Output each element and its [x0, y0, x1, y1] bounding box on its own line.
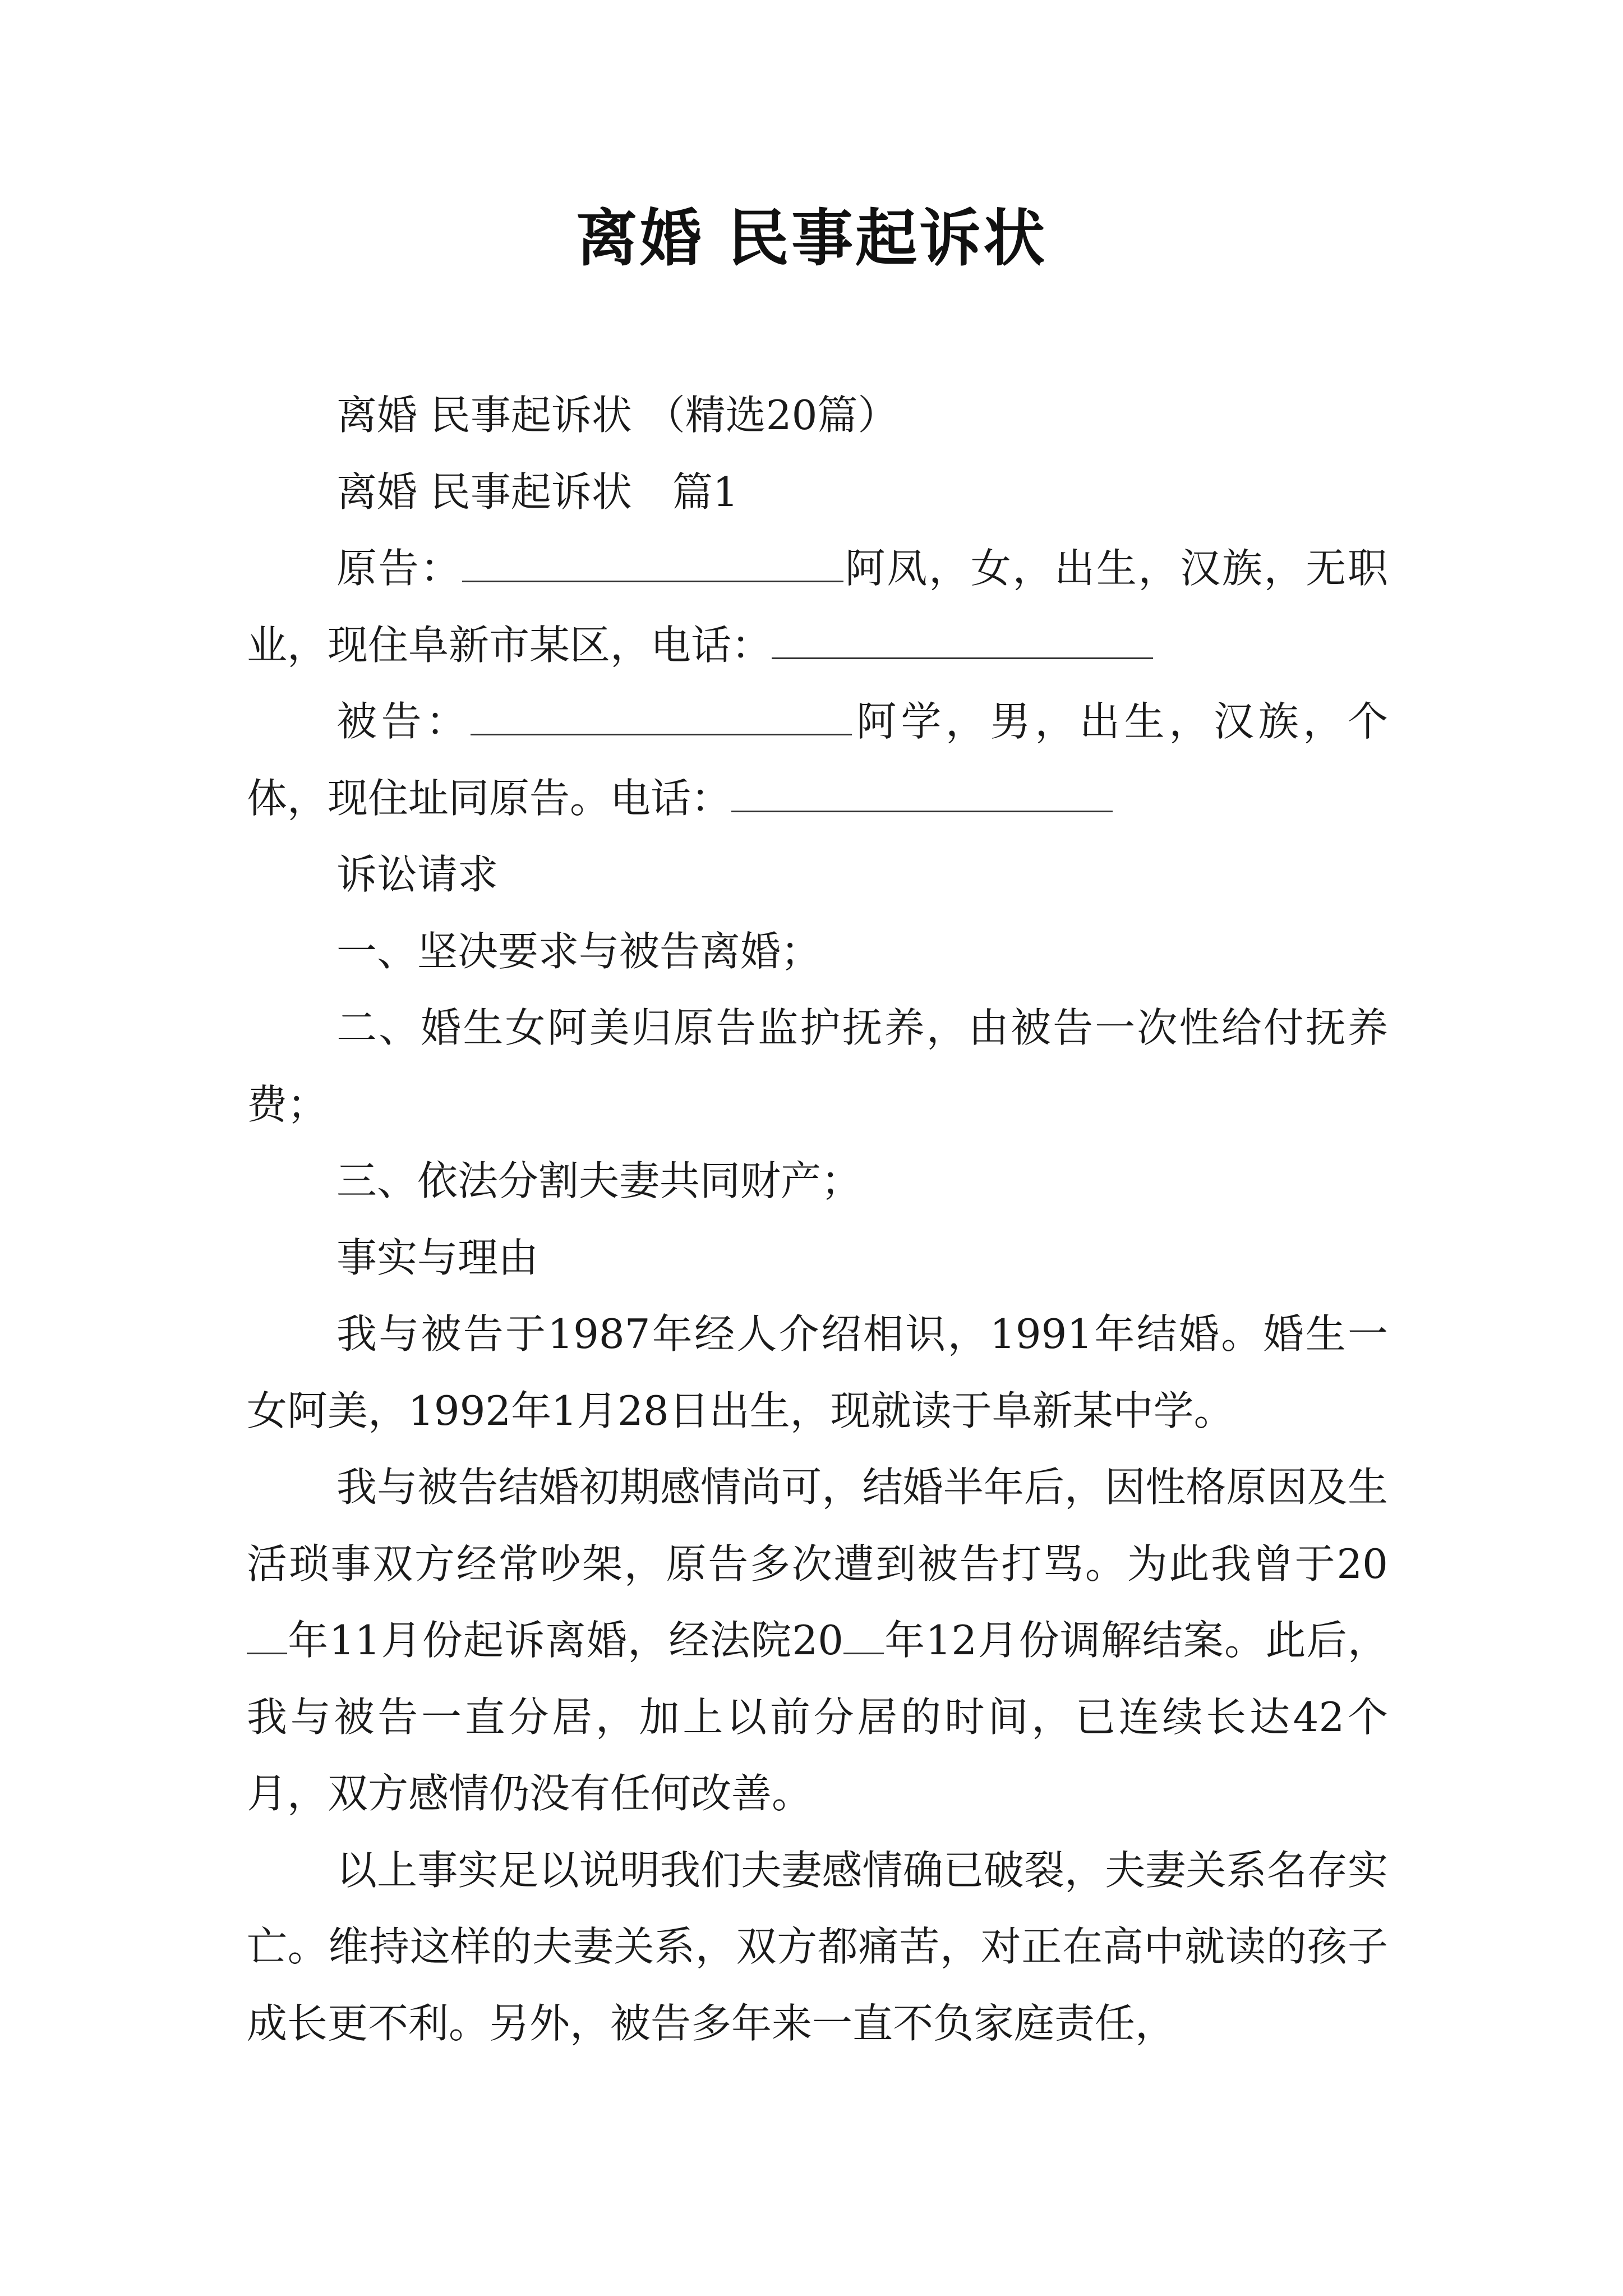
blank-line: [247, 1619, 287, 1654]
facts-2-part-a: 我与被告结婚初期感情尚可，结婚半年后，因性格原因及生活琐事双方经常吵架，原告多次遭到被告打骂。为此我曾于20: [247, 1464, 1388, 1588]
blank-line: [471, 700, 852, 735]
paragraph-claim-3: 三、依法分割夫妻共同财产；: [336, 1157, 862, 1204]
blank-line: [843, 1619, 884, 1654]
paragraph-plaintiff: [247, 530, 1388, 683]
paragraph-claim-2: 二、婚生女阿美归原告监护抚养，由被告一次性给付抚养费；: [247, 1004, 1388, 1128]
paragraph-section-heading: 离婚 民事起诉状 篇1: [336, 468, 739, 516]
plaintiff-details: 阿凤，女，出生，汉族，无职业，现住阜新市某区，电话：: [247, 545, 1388, 669]
paragraph-claim-1: 一、坚决要求与被告离婚；: [336, 927, 822, 975]
blank-line: [772, 624, 1153, 659]
plaintiff-label: 原告：: [336, 545, 463, 592]
paragraph-facts-heading: 事实与理由: [336, 1234, 539, 1281]
blank-line: [462, 547, 843, 582]
paragraph-facts-3: 以上事实足以说明我们夫妻感情确已破裂，夫妻关系名存实亡。维持这样的夫妻关系，双方都痛苦，对正在高中就读的孩子成长更不利。另外，被告多年来一直不负家庭责任，: [247, 1846, 1388, 2047]
paragraph-claims-heading: 诉讼请求: [336, 851, 499, 898]
paragraph-subtitle: 离婚 民事起诉状 （精选20篇）: [336, 392, 898, 439]
blank-line: [731, 777, 1113, 812]
paragraph-facts-1: 我与被告于1987年经人介绍相识，1991年结婚。婚生一女阿美，1992年1月28日出生，现就读于阜新某中学。: [247, 1310, 1388, 1434]
document-body: [247, 377, 1388, 2062]
facts-2-part-c: 年12月份调解结案。此后，我与被告一直分居，加上以前分居的时间，已连续长达42个月，双方感情仍没有任何改善。: [247, 1617, 1388, 1817]
paragraph-facts-2: [247, 1449, 1388, 1832]
defendant-details: 阿学，男，出生，汉族，个体，现住址同原告。电话：: [247, 698, 1388, 822]
paragraph-defendant: [247, 683, 1388, 836]
document-title: 离婚 民事起诉状: [575, 203, 1048, 274]
facts-2-part-b: 年11月份起诉离婚，经法院20: [287, 1617, 843, 1664]
defendant-label: 被告：: [336, 698, 471, 745]
